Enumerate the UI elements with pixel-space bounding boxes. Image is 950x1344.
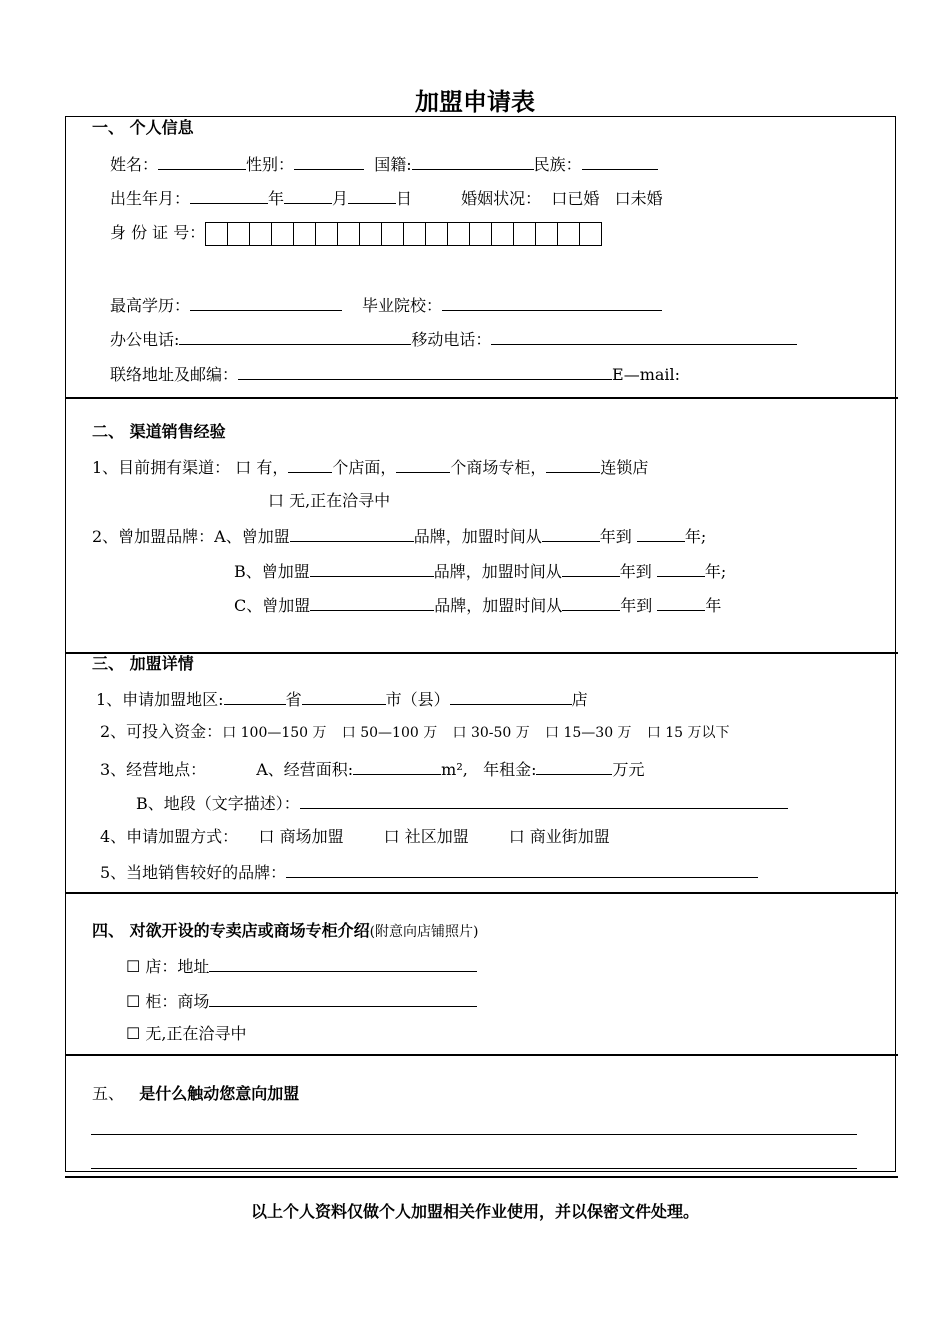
gender-label: 性别：: [246, 155, 295, 174]
office-phone-label: 办公电话:: [110, 330, 180, 349]
store-address-field[interactable]: [209, 955, 477, 972]
mode-community-checkbox[interactable]: 口 社区加盟: [383, 827, 469, 846]
school-label: 毕业院校：: [362, 296, 443, 315]
mode-row: [100, 827, 610, 847]
store-row: [126, 955, 477, 977]
birth-day-field[interactable]: [348, 187, 396, 204]
chain-count-field[interactable]: [546, 456, 600, 473]
site-row: [100, 758, 645, 780]
birth-month-field[interactable]: [284, 187, 332, 204]
brand-a-time-label: 品牌，加盟时间从: [413, 527, 542, 546]
section-1-heading: 一、 个人信息: [92, 118, 194, 137]
section-4-heading: 四、 对欲开设的专卖店或商场专柜介绍: [92, 921, 370, 940]
education-field[interactable]: [190, 294, 342, 311]
brand-a-from-field[interactable]: [542, 525, 600, 542]
brand-row-c: [234, 594, 721, 616]
to-label: 年到: [620, 596, 653, 615]
counter-checkbox[interactable]: ☐ 柜：商场: [126, 992, 210, 1011]
year-end-label: 年;: [704, 562, 727, 581]
area-row: [96, 688, 588, 710]
mobile-label: 移动电话：: [411, 330, 492, 349]
counter-count-field[interactable]: [396, 456, 450, 473]
shop-field[interactable]: [450, 688, 572, 705]
site-label: 3、经营地点：: [100, 760, 207, 779]
mode-mall-checkbox[interactable]: 口 商场加盟: [258, 827, 344, 846]
mobile-field[interactable]: [491, 328, 797, 345]
address-label: 联络地址及邮编：: [110, 365, 239, 384]
city-field[interactable]: [302, 688, 386, 705]
province-field[interactable]: [224, 688, 286, 705]
brand-c-from-field[interactable]: [562, 594, 620, 611]
mode-label: 4、申请加盟方式：: [100, 827, 239, 846]
year-label: 年: [268, 189, 285, 208]
answer-line[interactable]: [91, 1168, 857, 1169]
rent-field[interactable]: [536, 758, 612, 775]
unmarried-checkbox[interactable]: 口未婚: [614, 189, 663, 208]
local-brands-row: [100, 861, 758, 883]
section-divider: [65, 397, 898, 399]
section-4-note: (附意向店铺照片): [369, 924, 479, 940]
province-label: 省: [285, 690, 302, 709]
section-5-number: 五、: [92, 1084, 125, 1103]
capital-option-3[interactable]: 口 30-50 万: [452, 725, 530, 741]
birth-year-field[interactable]: [190, 187, 268, 204]
counter-mall-field[interactable]: [209, 990, 477, 1007]
phone-row: [110, 328, 797, 350]
nationality-field[interactable]: [412, 153, 534, 170]
capital-option-5[interactable]: 口 15 万以下: [646, 725, 730, 741]
section-divider: [65, 1054, 898, 1056]
name-label: 姓名：: [110, 155, 159, 174]
brand-a-to-field[interactable]: [637, 525, 685, 542]
id-number-cells[interactable]: [205, 222, 602, 246]
section-3-heading: 三、 加盟详情: [92, 654, 194, 673]
brand-b-label: B、曾加盟: [234, 562, 310, 581]
location-field[interactable]: [300, 792, 788, 809]
brand-b-time-label: 品牌，加盟时间从: [433, 562, 562, 581]
form-frame: [65, 116, 896, 1172]
rent-label: 年租金:: [483, 760, 537, 779]
area-size-field[interactable]: [353, 758, 441, 775]
store-checkbox[interactable]: ☐ 店：地址: [126, 957, 210, 976]
to-label: 年到: [599, 527, 632, 546]
basic-info-row: [110, 153, 658, 175]
married-checkbox[interactable]: 口已婚: [551, 189, 600, 208]
address-field[interactable]: [238, 363, 612, 380]
to-label: 年到: [619, 562, 652, 581]
brand-c-label: C、曾加盟: [234, 596, 311, 615]
location-label: B、地段（文字描述）：: [136, 794, 300, 813]
capital-option-4[interactable]: 口 15—30 万: [545, 725, 632, 741]
city-label: 市（县）: [385, 690, 450, 709]
section-5-heading-row: [92, 1084, 299, 1104]
section-4-heading-row: [92, 921, 479, 942]
birth-row: [110, 187, 663, 209]
education-label: 最高学历：: [110, 296, 191, 315]
capital-option-2[interactable]: 口 50—100 万: [341, 725, 438, 741]
store-count-field[interactable]: [288, 456, 332, 473]
ethnicity-label: 民族：: [533, 155, 582, 174]
location-row: [136, 792, 788, 814]
section-2-heading: 二、 渠道销售经验: [92, 422, 226, 441]
section-divider: [65, 892, 898, 894]
section-5-heading: 是什么触动您意向加盟: [139, 1084, 300, 1103]
school-field[interactable]: [442, 294, 662, 311]
area-size-label: A、经营面积:: [256, 760, 354, 779]
brand-a-field[interactable]: [290, 525, 414, 542]
email-label: E—mail:: [612, 365, 681, 384]
birth-label: 出生年月：: [110, 189, 191, 208]
capital-label: 2、可投入资金：: [100, 722, 223, 741]
channel-row-1: [92, 456, 648, 478]
chain-label: 连锁店: [600, 458, 649, 477]
local-brands-label: 5、当地销售较好的品牌：: [100, 863, 287, 882]
brand-b-field[interactable]: [310, 560, 434, 577]
ethnicity-field[interactable]: [582, 153, 658, 170]
name-field[interactable]: [158, 153, 246, 170]
page-title: 加盟申请表: [415, 88, 535, 116]
brand-c-time-label: 品牌，加盟时间从: [434, 596, 563, 615]
year-end-label: 年: [705, 596, 722, 615]
brand-c-field[interactable]: [310, 594, 434, 611]
channel-have-checkbox[interactable]: 1、目前拥有渠道： 口 有，: [92, 458, 289, 477]
capital-row: [100, 722, 730, 743]
id-row: [110, 221, 602, 246]
shop-label: 店: [571, 690, 588, 709]
mode-street-checkbox[interactable]: 口 商业街加盟: [508, 827, 610, 846]
month-label: 月: [332, 189, 349, 208]
channel-none-checkbox[interactable]: 口 无,正在洽寻中: [268, 491, 391, 510]
office-phone-field[interactable]: [179, 328, 411, 345]
store-label: 个店面，: [332, 458, 397, 477]
brand-b-to-field[interactable]: [657, 560, 705, 577]
brand-row-b: [234, 560, 726, 582]
marital-label: 婚姻状况：: [461, 189, 542, 208]
wan-label: 万元: [612, 760, 645, 779]
none-checkbox[interactable]: ☐ 无,正在洽寻中: [126, 1024, 247, 1043]
address-row: [110, 363, 680, 385]
year-end-label: 年;: [684, 527, 707, 546]
nationality-label: 国籍:: [374, 155, 412, 174]
confidentiality-note: 以上个人资料仅做个人加盟相关作业使用，并以保密文件处理。: [250, 1202, 699, 1221]
section-divider: [65, 1176, 898, 1178]
area-label: 1、申请加盟地区:: [96, 690, 224, 709]
id-label: 身 份 证 号：: [110, 223, 206, 242]
brand-c-to-field[interactable]: [657, 594, 705, 611]
brand-a-label: 2、曾加盟品牌：A、曾加盟: [92, 527, 290, 546]
local-brands-field[interactable]: [286, 861, 758, 878]
counter-label: 个商场专柜，: [450, 458, 547, 477]
sqm-label: m²,: [441, 760, 468, 779]
gender-field[interactable]: [294, 153, 364, 170]
day-label: 日: [396, 189, 413, 208]
brand-b-from-field[interactable]: [562, 560, 620, 577]
brand-row-a: [92, 525, 706, 547]
answer-line[interactable]: [91, 1134, 857, 1135]
counter-row: [126, 990, 477, 1012]
capital-option-1[interactable]: 口 100—150 万: [222, 725, 327, 741]
education-row: [110, 294, 662, 316]
